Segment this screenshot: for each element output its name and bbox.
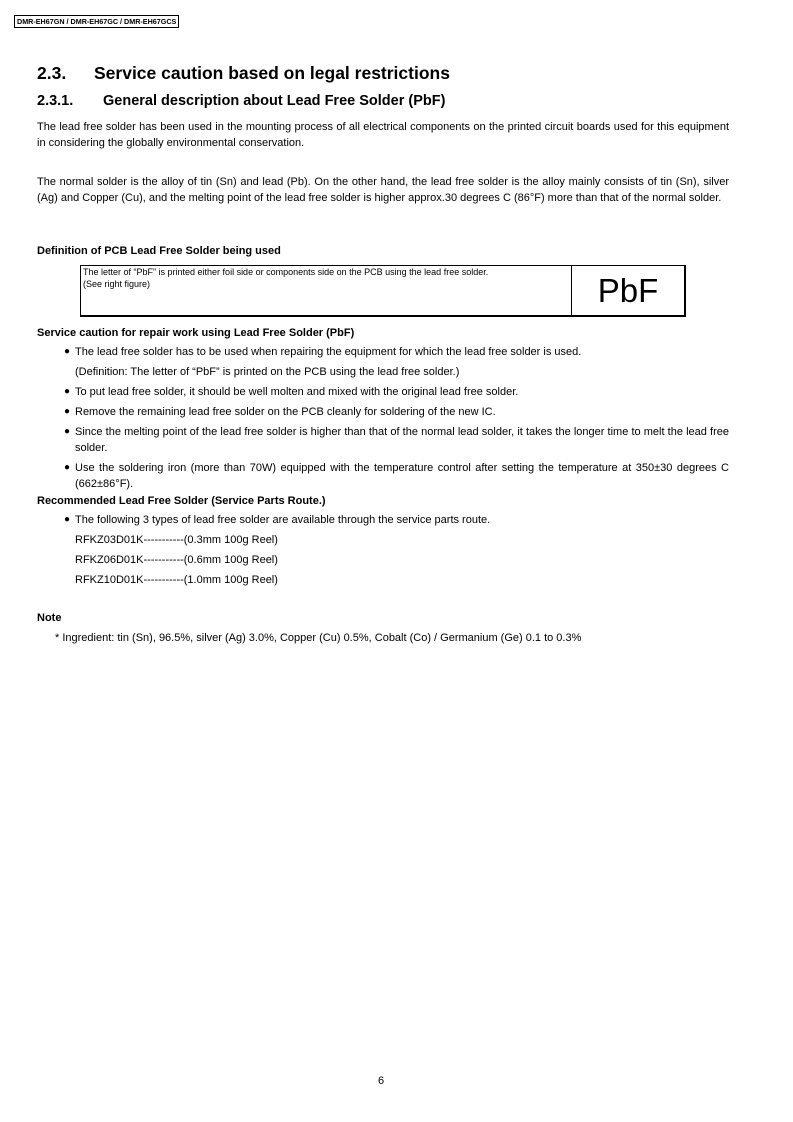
definition-heading: Definition of PCB Lead Free Solder being used (37, 245, 281, 257)
subsection-heading (37, 93, 445, 109)
section-number: 2.3. (37, 63, 67, 83)
recommended-heading: Recommended Lead Free Solder (Service Parts Route.) (37, 495, 326, 507)
caution-list (64, 344, 729, 492)
list-item: ● Remove the remaining lead free solder on the PCB cleanly for soldering of the new IC. (64, 406, 496, 418)
bullet-icon: ● (64, 514, 71, 525)
list-item: ● The lead free solder has to be used when repairing the equipment for which the lead free solder is used. (64, 346, 582, 358)
bullet-icon: ● (64, 462, 71, 473)
section-title: Service caution based on legal restrictions (94, 63, 450, 83)
intro-paragraph-1: The lead free solder has been used in the mounting process of all electrical components on the printed circuit boards used for this equipment in considering the globally environmental conservation. (37, 121, 729, 149)
pcb-definition-line-1: The letter of “PbF” is printed either foil side or components side on the PCB using the lead free solder. (83, 267, 489, 277)
note-text: * Ingredient: tin (Sn), 96.5%, silver (Ag) 3.0%, Copper (Cu) 0.5%, Cobalt (Co) / Germanium (Ge) 0.1 to 0.3% (55, 632, 582, 644)
pcb-definition-line-2: (See right figure) (83, 278, 151, 289)
bullet-icon: ● (64, 346, 71, 357)
subsection-number: 2.3.1. (37, 93, 74, 109)
list-item: (Definition: The letter of “PbF” is printed on the PCB using the lead free solder.) (75, 366, 460, 378)
note-heading: Note (37, 612, 62, 624)
list-item: ● Use the soldering iron (more than 70W) equipped with the temperature control after setting the temperature at 350±30 degrees C (662±86°F). (64, 462, 729, 490)
caution-heading: Service caution for repair work using Lead Free Solder (PbF) (37, 327, 355, 339)
section-heading (37, 63, 450, 84)
pcb-definition-text (81, 266, 572, 315)
page-number: 6 (378, 1075, 385, 1087)
part-number-row: RFKZ10D01K-----------(1.0mm 100g Reel) (75, 574, 278, 586)
part-number-row: RFKZ03D01K-----------(0.3mm 100g Reel) (75, 534, 278, 546)
recommended-list (64, 512, 729, 588)
list-item: ● To put lead free solder, it should be well molten and mixed with the original lead free solder. (64, 386, 519, 398)
part-number-row: RFKZ06D01K-----------(0.6mm 100g Reel) (75, 554, 278, 566)
subsection-title: General description about Lead Free Solder (PbF) (103, 93, 446, 109)
pbf-mark: PbF (597, 271, 659, 309)
list-item: ● The following 3 types of lead free solder are available through the service parts route. (64, 514, 491, 526)
list-item: ● Since the melting point of the lead free solder is higher than that of the normal lead solder, it takes the longer time to melt the lead free solder. (64, 426, 729, 454)
model-header: DMR-EH67GN / DMR-EH67GC / DMR-EH67GCS (14, 15, 179, 28)
intro-paragraph-2: The normal solder is the alloy of tin (Sn) and lead (Pb). On the other hand, the lead free solder is the alloy mainly consists of tin (Sn), silver (Ag) and Copper (Cu), and the melting point of the lead free solder is higher approx.30 degrees C (86°F) more than that of the normal solder. (37, 176, 729, 204)
bullet-icon: ● (64, 426, 71, 437)
pcb-definition-table (80, 265, 686, 317)
bullet-icon: ● (64, 386, 71, 397)
bullet-icon: ● (64, 406, 71, 417)
